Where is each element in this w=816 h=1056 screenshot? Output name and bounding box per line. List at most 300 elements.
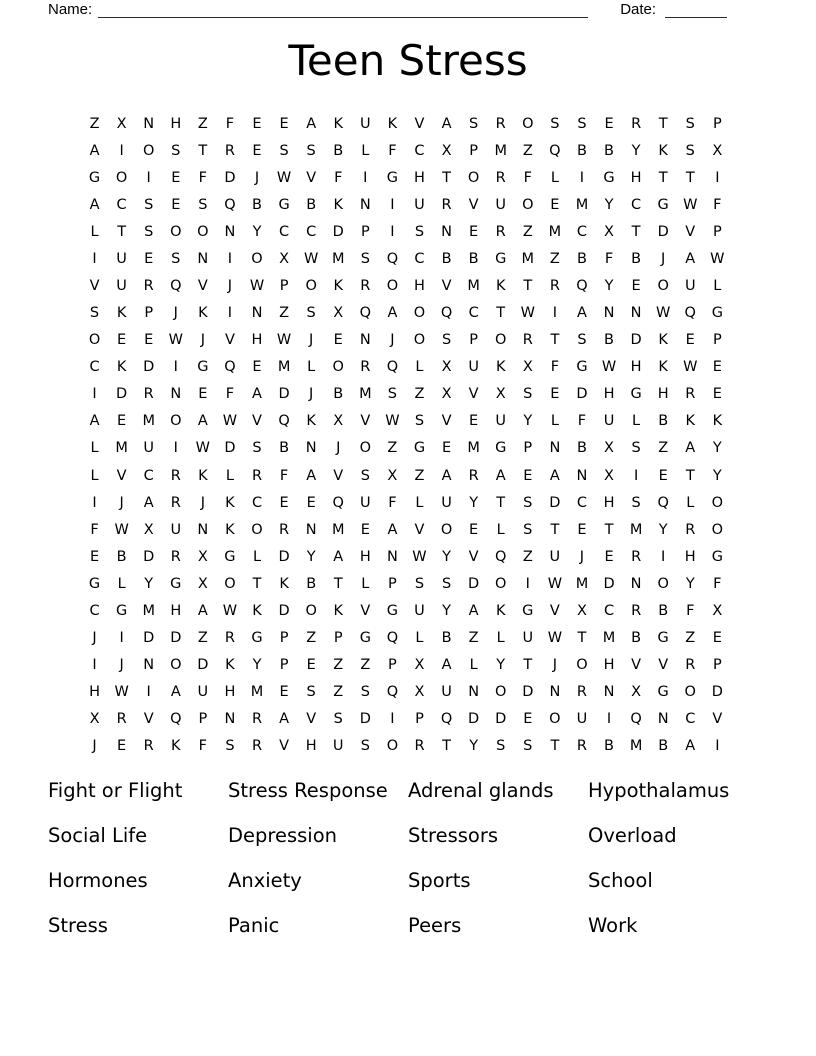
grid-letter: Y: [712, 467, 722, 484]
grid-letter: D: [197, 657, 209, 674]
grid-letter: L: [90, 223, 99, 240]
grid-letter: F: [388, 142, 397, 159]
grid-letter: S: [441, 575, 452, 592]
grid-letter: F: [334, 169, 343, 186]
grid-letter: B: [658, 413, 669, 430]
word-item: Hormones: [48, 869, 148, 892]
grid-letter: I: [119, 630, 124, 647]
grid-letter: R: [143, 278, 154, 294]
grid-letter: Y: [685, 575, 695, 592]
grid-letter: R: [685, 386, 696, 403]
grid-letter: Y: [144, 575, 154, 592]
grid-letter: R: [224, 142, 235, 159]
grid-letter: Y: [523, 413, 533, 430]
grid-letter: E: [441, 440, 452, 457]
grid-letter: N: [603, 305, 615, 322]
grid-letter: R: [522, 332, 533, 349]
grid-letter: K: [495, 602, 506, 619]
grid-letter: A: [441, 467, 452, 484]
grid-letter: Y: [712, 440, 722, 457]
grid-letter: T: [117, 223, 127, 240]
grid-letter: O: [522, 115, 534, 132]
grid-letter: Q: [630, 711, 642, 728]
grid-letter: Z: [333, 684, 344, 701]
grid-letter: B: [604, 332, 614, 349]
word-item: Hypothalamus: [588, 779, 730, 802]
grid-letter: S: [577, 332, 587, 349]
grid-letter: R: [468, 467, 479, 484]
grid-letter: G: [657, 630, 669, 647]
grid-letter: D: [278, 602, 290, 619]
grid-letter: S: [171, 142, 181, 159]
grid-letter: N: [224, 711, 236, 728]
grid-letter: K: [333, 115, 343, 132]
grid-letter: S: [360, 250, 370, 267]
grid-letter: D: [332, 223, 344, 240]
grid-letter: K: [279, 575, 289, 592]
grid-letter: S: [225, 738, 235, 755]
grid-letter: J: [552, 657, 557, 674]
grid-letter: K: [252, 602, 262, 619]
grid-letter: R: [495, 115, 506, 132]
grid-letter: E: [198, 386, 208, 403]
grid-letter: D: [143, 359, 155, 376]
grid-letter: E: [685, 332, 695, 349]
grid-letter: K: [198, 467, 208, 484]
grid-letter: X: [441, 359, 452, 376]
grid-letter: H: [251, 332, 263, 349]
grid-letter: R: [631, 602, 642, 619]
grid-letter: B: [631, 630, 642, 647]
grid-letter: E: [171, 169, 181, 186]
grid-letter: E: [712, 359, 722, 376]
grid-letter: I: [119, 142, 124, 159]
grid-letter: Y: [496, 657, 506, 674]
grid-letter: C: [306, 223, 317, 240]
grid-letter: H: [684, 548, 696, 565]
grid-letter: V: [116, 467, 127, 484]
grid-letter: D: [170, 630, 182, 647]
grid-letter: O: [170, 223, 182, 240]
grid-letter: A: [306, 467, 317, 484]
grid-letter: R: [279, 521, 290, 538]
grid-letter: P: [388, 575, 397, 592]
grid-letter: E: [523, 711, 533, 728]
grid-letter: T: [550, 521, 560, 538]
grid-letter: M: [331, 250, 345, 267]
grid-letter: S: [414, 575, 425, 592]
grid-letter: F: [225, 386, 235, 403]
grid-letter: D: [576, 386, 588, 403]
grid-letter: W: [276, 332, 292, 349]
grid-letter: U: [360, 115, 371, 132]
grid-letter: D: [549, 494, 561, 511]
grid-letter: L: [415, 630, 424, 647]
grid-letter: M: [575, 196, 589, 213]
grid-letter: V: [712, 711, 723, 728]
grid-letter: N: [197, 521, 209, 538]
grid-letter: M: [629, 738, 643, 755]
grid-letter: U: [468, 359, 479, 376]
grid-letter: O: [711, 494, 724, 511]
grid-letter: A: [89, 196, 100, 213]
grid-letter: E: [252, 142, 262, 159]
grid-letter: Q: [278, 413, 290, 430]
grid-letter: B: [631, 250, 642, 267]
grid-letter: I: [227, 305, 233, 322]
grid-letter: U: [549, 548, 561, 565]
grid-letter: A: [685, 250, 696, 267]
grid-letter: F: [523, 169, 532, 186]
grid-letter: R: [251, 711, 263, 728]
grid-letter: K: [333, 196, 343, 213]
grid-letter: N: [441, 223, 452, 240]
grid-letter: H: [414, 278, 425, 294]
grid-letter: E: [469, 223, 479, 240]
grid-letter: A: [685, 440, 696, 457]
grid-letter: I: [606, 711, 612, 728]
grid-letter: P: [712, 332, 722, 349]
grid-letter: W: [683, 359, 698, 376]
grid-letter: J: [309, 386, 314, 403]
date-blank-line: [665, 3, 727, 18]
grid-letter: K: [685, 413, 696, 430]
grid-letter: N: [359, 196, 371, 213]
grid-letter: X: [333, 413, 344, 430]
grid-letter: K: [225, 494, 235, 511]
grid-letter: H: [630, 359, 642, 376]
grid-letter: Y: [469, 738, 479, 755]
grid-letter: I: [579, 169, 585, 186]
grid-letter: L: [90, 467, 99, 484]
grid-letter: Z: [197, 630, 208, 647]
grid-letter: T: [685, 467, 695, 484]
grid-letter: P: [279, 278, 289, 294]
grid-letter: U: [684, 278, 696, 294]
grid-letter: D: [630, 332, 642, 349]
grid-letter: O: [88, 332, 101, 349]
grid-letter: E: [333, 332, 343, 349]
grid-letter: K: [387, 115, 398, 132]
grid-letter: I: [227, 250, 233, 267]
grid-letter: X: [333, 305, 344, 322]
grid-letter: V: [89, 278, 100, 294]
grid-letter: L: [496, 521, 505, 538]
grid-letter: V: [658, 657, 669, 674]
grid-letter: J: [579, 548, 585, 565]
grid-letter: G: [88, 169, 101, 186]
grid-letter: R: [251, 738, 263, 755]
grid-letter: E: [279, 115, 289, 132]
grid-letter: P: [469, 142, 478, 159]
grid-letter: S: [550, 115, 560, 132]
grid-letter: E: [550, 386, 560, 403]
word-item: Social Life: [48, 824, 148, 847]
grid-letter: V: [549, 602, 560, 619]
grid-letter: F: [90, 521, 99, 538]
grid-letter: E: [306, 657, 316, 674]
grid-letter: Z: [306, 630, 317, 647]
grid-letter: O: [522, 196, 534, 213]
grid-letter: Q: [170, 711, 182, 728]
grid-letter: U: [441, 494, 452, 511]
grid-letter: R: [170, 494, 181, 511]
grid-letter: H: [305, 738, 317, 755]
grid-letter: S: [414, 413, 425, 430]
grid-letter: P: [333, 630, 343, 647]
grid-letter: R: [116, 711, 127, 728]
grid-letter: W: [385, 413, 400, 430]
grid-letter: R: [170, 548, 181, 565]
grid-letter: I: [92, 250, 97, 267]
grid-letter: U: [441, 684, 452, 701]
grid-letter: N: [305, 440, 317, 457]
grid-letter: K: [658, 142, 668, 159]
grid-letter: V: [441, 278, 452, 294]
grid-letter: M: [629, 521, 643, 538]
grid-letter: N: [576, 467, 588, 484]
grid-letter: R: [170, 467, 181, 484]
grid-letter: E: [469, 413, 479, 430]
grid-letter: W: [547, 575, 563, 592]
grid-letter: K: [333, 602, 343, 619]
grid-letter: A: [143, 494, 154, 511]
grid-letter: T: [252, 575, 262, 592]
grid-letter: R: [576, 684, 587, 701]
grid-letter: K: [225, 657, 235, 674]
grid-letter: I: [146, 169, 151, 186]
grid-letter: B: [604, 142, 614, 159]
grid-letter: V: [360, 413, 371, 430]
grid-letter: L: [550, 413, 559, 430]
grid-letter: X: [414, 684, 425, 701]
grid-letter: I: [173, 359, 178, 376]
grid-letter: L: [361, 142, 370, 159]
grid-letter: I: [92, 494, 97, 511]
grid-letter: R: [685, 521, 696, 538]
grid-letter: S: [360, 684, 370, 701]
grid-letter: Q: [170, 278, 182, 294]
grid-letter: S: [360, 467, 370, 484]
grid-letter: D: [278, 548, 290, 565]
grid-letter: I: [552, 305, 557, 322]
grid-letter: O: [657, 575, 669, 592]
grid-letter: V: [441, 413, 452, 430]
grid-letter: S: [441, 332, 452, 349]
grid-letter: D: [116, 386, 128, 403]
grid-letter: Y: [604, 278, 614, 294]
grid-letter: N: [549, 440, 561, 457]
grid-letter: Q: [386, 684, 399, 701]
grid-letter: G: [657, 684, 669, 701]
grid-letter: M: [115, 440, 128, 457]
grid-letter: H: [603, 494, 615, 511]
grid-letter: J: [119, 657, 124, 674]
grid-letter: W: [601, 359, 617, 376]
grid-letter: S: [252, 440, 262, 457]
grid-letter: C: [143, 467, 154, 484]
grid-letter: C: [251, 494, 263, 511]
grid-letter: M: [250, 684, 264, 701]
grid-letter: W: [114, 521, 129, 538]
grid-letter: X: [495, 386, 506, 403]
grid-letter: N: [170, 386, 182, 403]
grid-letter: P: [279, 630, 289, 647]
grid-letter: Q: [359, 305, 372, 322]
grid-letter: W: [168, 332, 183, 349]
grid-letter: I: [92, 657, 97, 674]
grid-letter: E: [360, 521, 370, 538]
grid-letter: E: [712, 386, 722, 403]
grid-letter: R: [631, 115, 642, 132]
grid-letter: V: [279, 738, 290, 755]
word-item: Adrenal glands: [408, 779, 554, 802]
grid-letter: M: [331, 521, 345, 538]
grid-letter: A: [279, 711, 290, 728]
grid-letter: Q: [332, 494, 344, 511]
grid-letter: X: [414, 657, 425, 674]
grid-letter: O: [224, 575, 236, 592]
grid-letter: O: [495, 332, 507, 349]
grid-letter: K: [306, 413, 316, 430]
name-label: Name:: [48, 1, 93, 18]
grid-letter: D: [468, 575, 480, 592]
grid-letter: J: [92, 630, 97, 647]
word-item: Anxiety: [228, 869, 302, 892]
grid-letter: D: [224, 169, 236, 186]
grid-letter: P: [198, 711, 208, 728]
grid-letter: G: [386, 602, 399, 619]
grid-letter: B: [441, 250, 452, 267]
grid-letter: W: [276, 169, 292, 186]
grid-letter: T: [604, 521, 614, 538]
grid-letter: H: [359, 548, 371, 565]
grid-letter: R: [143, 386, 154, 403]
grid-letter: E: [712, 630, 722, 647]
grid-letter: I: [661, 548, 666, 565]
grid-letter: F: [713, 575, 722, 592]
grid-letter: V: [468, 548, 479, 565]
grid-letter: O: [711, 521, 724, 538]
grid-letter: P: [523, 440, 533, 457]
grid-letter: E: [631, 278, 641, 294]
grid-letter: R: [143, 738, 154, 755]
grid-letter: R: [576, 738, 587, 755]
grid-letter: N: [143, 657, 155, 674]
grid-letter: Y: [252, 657, 262, 674]
grid-letter: Y: [658, 521, 668, 538]
grid-letter: D: [143, 630, 155, 647]
grid-letter: Y: [604, 196, 614, 213]
grid-letter: S: [685, 115, 695, 132]
grid-letter: O: [305, 602, 317, 619]
grid-letter: O: [251, 250, 263, 267]
grid-letter: O: [576, 657, 588, 674]
grid-letter: N: [630, 575, 642, 592]
grid-letter: Z: [279, 305, 290, 322]
grid-letter: Y: [252, 223, 262, 240]
grid-letter: A: [495, 467, 506, 484]
grid-letter: E: [604, 115, 614, 132]
grid-letter: P: [469, 332, 478, 349]
grid-letter: G: [522, 602, 534, 619]
grid-letter: P: [144, 305, 154, 322]
grid-letter: L: [550, 169, 559, 186]
grid-letter: Z: [414, 467, 425, 484]
grid-letter: B: [306, 575, 317, 592]
word-item: Peers: [408, 914, 462, 937]
grid-letter: X: [604, 440, 614, 457]
grid-letter: F: [713, 196, 722, 213]
grid-letter: N: [197, 250, 209, 267]
grid-letter: G: [630, 386, 642, 403]
grid-letter: H: [170, 115, 182, 132]
grid-letter: I: [390, 223, 395, 240]
grid-letter: H: [657, 386, 669, 403]
grid-letter: B: [333, 386, 344, 403]
grid-letter: B: [576, 250, 587, 267]
grid-letter: U: [495, 196, 507, 213]
grid-letter: E: [117, 332, 127, 349]
grid-letter: X: [712, 142, 723, 159]
grid-letter: O: [440, 521, 453, 538]
grid-letter: E: [117, 413, 127, 430]
grid-letter: J: [336, 440, 341, 457]
grid-letter: I: [363, 169, 368, 186]
grid-letter: G: [251, 630, 263, 647]
grid-letter: O: [251, 521, 263, 538]
grid-letter: F: [388, 494, 397, 511]
grid-letter: P: [279, 657, 289, 674]
grid-letter: V: [143, 711, 154, 728]
grid-letter: Q: [495, 548, 507, 565]
grid-letter: Z: [522, 142, 533, 159]
grid-letter: P: [712, 115, 722, 132]
grid-letter: O: [467, 169, 480, 186]
grid-letter: P: [388, 657, 397, 674]
grid-letter: T: [658, 115, 668, 132]
grid-letter: V: [468, 386, 479, 403]
grid-letter: S: [685, 142, 695, 159]
grid-letter: T: [442, 738, 451, 755]
grid-letter: J: [119, 494, 124, 511]
grid-letter: Q: [224, 359, 236, 376]
grid-letter: C: [468, 305, 479, 322]
grid-letter: C: [576, 223, 587, 240]
grid-letter: T: [333, 575, 343, 592]
grid-letter: X: [197, 575, 208, 592]
page-title: Teen Stress: [288, 36, 528, 85]
grid-letter: N: [630, 305, 642, 322]
grid-letter: N: [251, 305, 263, 322]
grid-letter: D: [522, 684, 534, 701]
grid-letter: B: [252, 196, 262, 213]
grid-letter: K: [116, 359, 127, 376]
grid-letter: F: [686, 602, 695, 619]
grid-letter: I: [715, 169, 720, 186]
grid-letter: A: [576, 305, 587, 322]
grid-letter: X: [279, 250, 290, 267]
grid-letter: P: [360, 223, 370, 240]
grid-letter: L: [117, 575, 126, 592]
grid-letter: L: [686, 494, 695, 511]
grid-letter: W: [222, 602, 238, 619]
grid-letter: X: [712, 602, 723, 619]
grid-letter: E: [171, 196, 181, 213]
grid-letter: O: [657, 278, 669, 294]
grid-letter: G: [576, 359, 588, 376]
grid-letter: N: [386, 548, 398, 565]
